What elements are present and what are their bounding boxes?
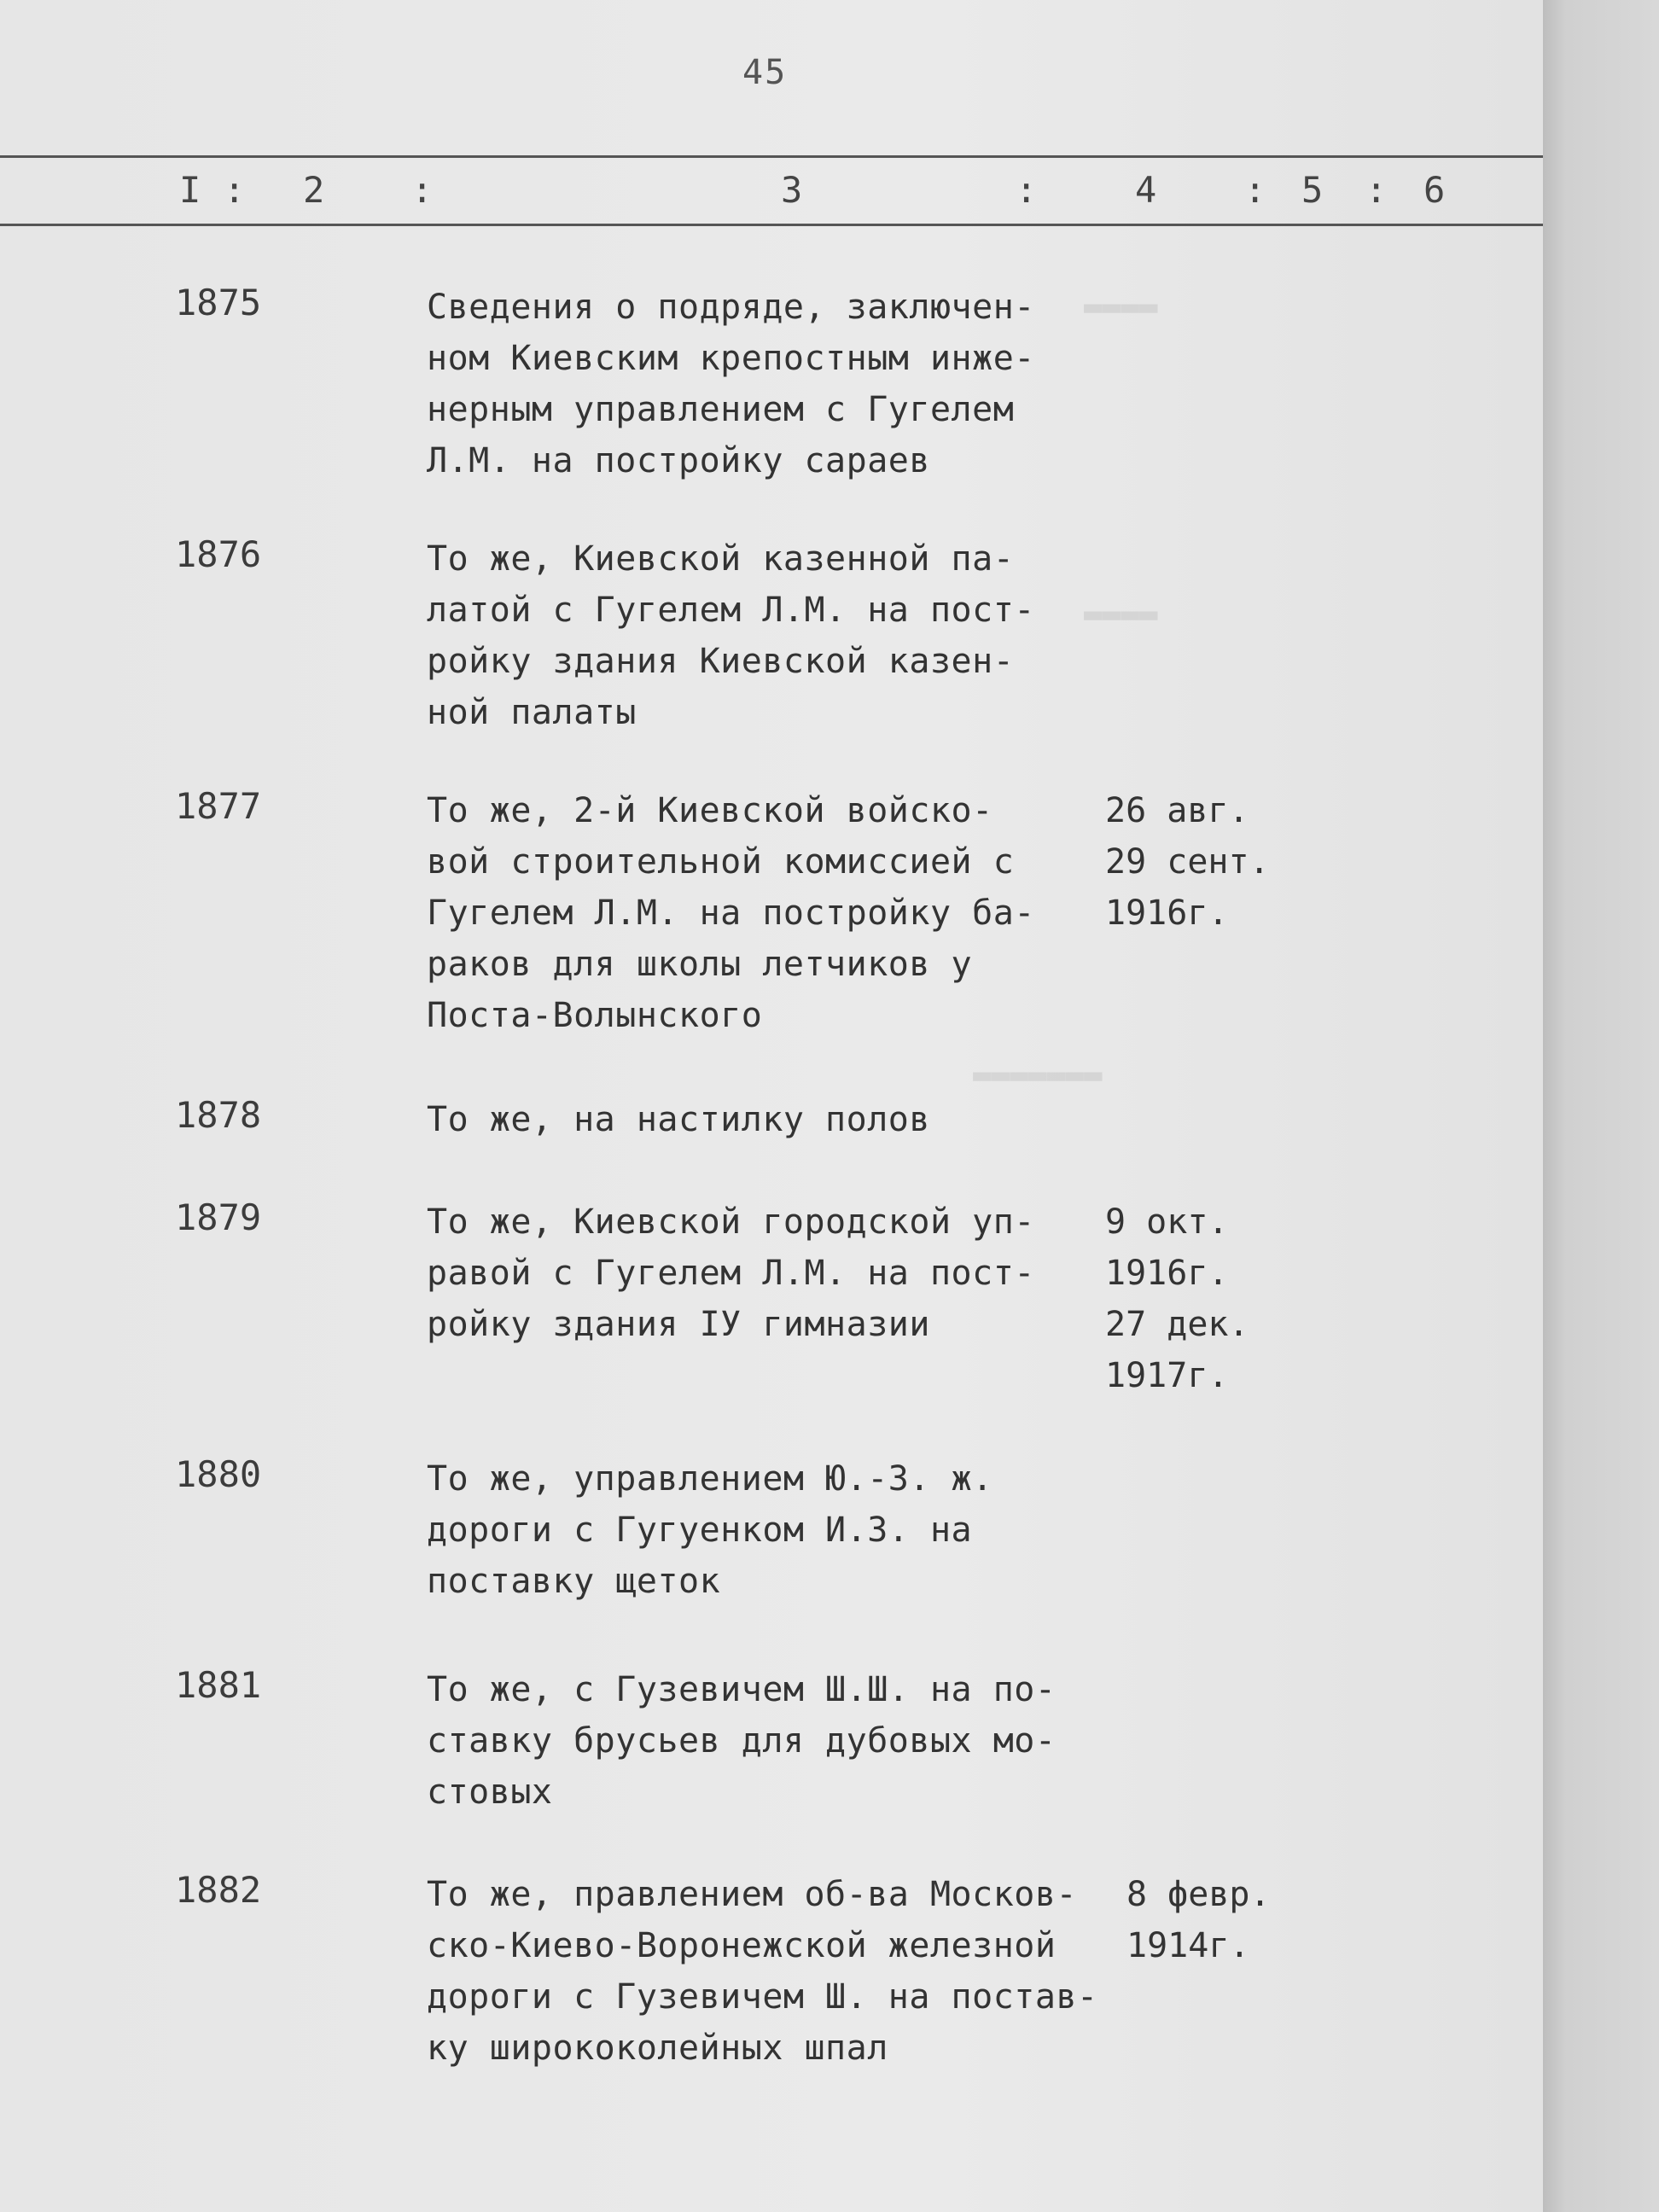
entry-description xyxy=(427,1664,1092,1818)
date-line: 9 окт. xyxy=(1105,1202,1229,1242)
header-rule-bottom xyxy=(0,224,1543,226)
description-line: То же, Киевской городской уп- xyxy=(427,1202,1035,1242)
description-line: раков для школы летчиков у xyxy=(427,945,973,984)
description-line: То же, на настилку полов xyxy=(427,1100,930,1139)
column-separator: : xyxy=(1365,169,1388,211)
description-line: стовых xyxy=(427,1773,553,1812)
column-separator: : xyxy=(411,169,434,211)
entry-number: 1877 xyxy=(175,785,262,827)
entry-description xyxy=(427,1196,1092,1350)
description-line: равой с Гугелем Л.М. на пост- xyxy=(427,1254,1035,1293)
column-header-6: 6 xyxy=(1423,169,1446,211)
date-line: 1917г. xyxy=(1105,1356,1229,1395)
bleed-through-texture: ▬▬▬▬ xyxy=(1084,597,1158,632)
column-header-1: I xyxy=(179,169,201,211)
entry-description xyxy=(427,533,1092,738)
description-line: ном Киевским крепостным инже- xyxy=(427,339,1035,378)
description-line: Сведения о подряде, заключен- xyxy=(427,288,1035,327)
description-line: То же, правлением об-ва Москов- xyxy=(427,1875,1078,1914)
description-line: ной палаты xyxy=(427,693,637,732)
entry-number: 1881 xyxy=(175,1664,262,1706)
column-header-3: 3 xyxy=(781,169,803,211)
description-line: То же, Киевской казенной па- xyxy=(427,539,1015,579)
entry-description xyxy=(427,1453,1092,1607)
description-line: Гугелем Л.М. на постройку ба- xyxy=(427,894,1035,933)
description-line: ско-Киево-Воронежской железной xyxy=(427,1926,1057,1965)
description-line: дороги с Гугуенком И.З. на xyxy=(427,1511,973,1550)
description-line: ройку здания IУ гимназии xyxy=(427,1305,930,1344)
entry-description xyxy=(427,1869,1098,2074)
page-number: 45 xyxy=(742,53,788,92)
entry-number: 1879 xyxy=(175,1196,262,1238)
entry-dates xyxy=(1126,1869,1271,1971)
header-rule-top xyxy=(0,155,1543,158)
bleed-through-texture: ▬▬▬▬ xyxy=(1084,289,1158,324)
entry-dates xyxy=(1105,1196,1249,1401)
description-line: ройку здания Киевской казен- xyxy=(427,642,1015,681)
column-header-4: 4 xyxy=(1135,169,1157,211)
column-header-2: 2 xyxy=(303,169,325,211)
date-line: 29 сент. xyxy=(1105,842,1270,882)
description-line: вой строительной комиссией с xyxy=(427,842,1015,882)
entry-number: 1880 xyxy=(175,1453,262,1495)
entry-description xyxy=(427,282,1092,486)
column-separator: : xyxy=(224,169,246,211)
date-line: 1914г. xyxy=(1126,1926,1250,1965)
description-line: нерным управлением с Гугелем xyxy=(427,390,1015,429)
column-header-5: 5 xyxy=(1301,169,1324,211)
entry-description xyxy=(427,1094,1092,1145)
description-line: поставку щеток xyxy=(427,1562,721,1601)
description-line: ку ширококолейных шпал xyxy=(427,2029,888,2068)
entry-number: 1875 xyxy=(175,282,262,323)
date-line: 27 дек. xyxy=(1105,1305,1249,1344)
description-line: дороги с Гузевичем Ш. на постав- xyxy=(427,1977,1098,2017)
bleed-through-texture: ▬▬▬▬▬▬▬ xyxy=(973,1057,1103,1092)
entry-number: 1878 xyxy=(175,1094,262,1136)
date-line: 26 авг. xyxy=(1105,791,1249,830)
entry-number: 1876 xyxy=(175,533,262,575)
entry-number: 1882 xyxy=(175,1869,262,1911)
entry-dates xyxy=(1105,785,1270,939)
date-line: 1916г. xyxy=(1105,1254,1229,1293)
description-line: ставку брусьев для дубовых мо- xyxy=(427,1721,1057,1761)
date-line: 1916г. xyxy=(1105,894,1229,933)
description-line: Поста-Волынского xyxy=(427,996,763,1035)
description-line: То же, с Гузевичем Ш.Ш. на по- xyxy=(427,1670,1057,1709)
date-line: 8 февр. xyxy=(1126,1875,1271,1914)
description-line: То же, 2-й Киевской войско- xyxy=(427,791,993,830)
entry-description xyxy=(427,785,1092,1041)
description-line: То же, управлением Ю.-З. ж. xyxy=(427,1459,993,1499)
description-line: Л.М. на постройку сараев xyxy=(427,441,930,480)
page-edge-shadow xyxy=(1543,0,1659,2212)
column-separator: : xyxy=(1016,169,1038,211)
description-line: латой с Гугелем Л.М. на пост- xyxy=(427,591,1035,630)
column-separator: : xyxy=(1244,169,1266,211)
